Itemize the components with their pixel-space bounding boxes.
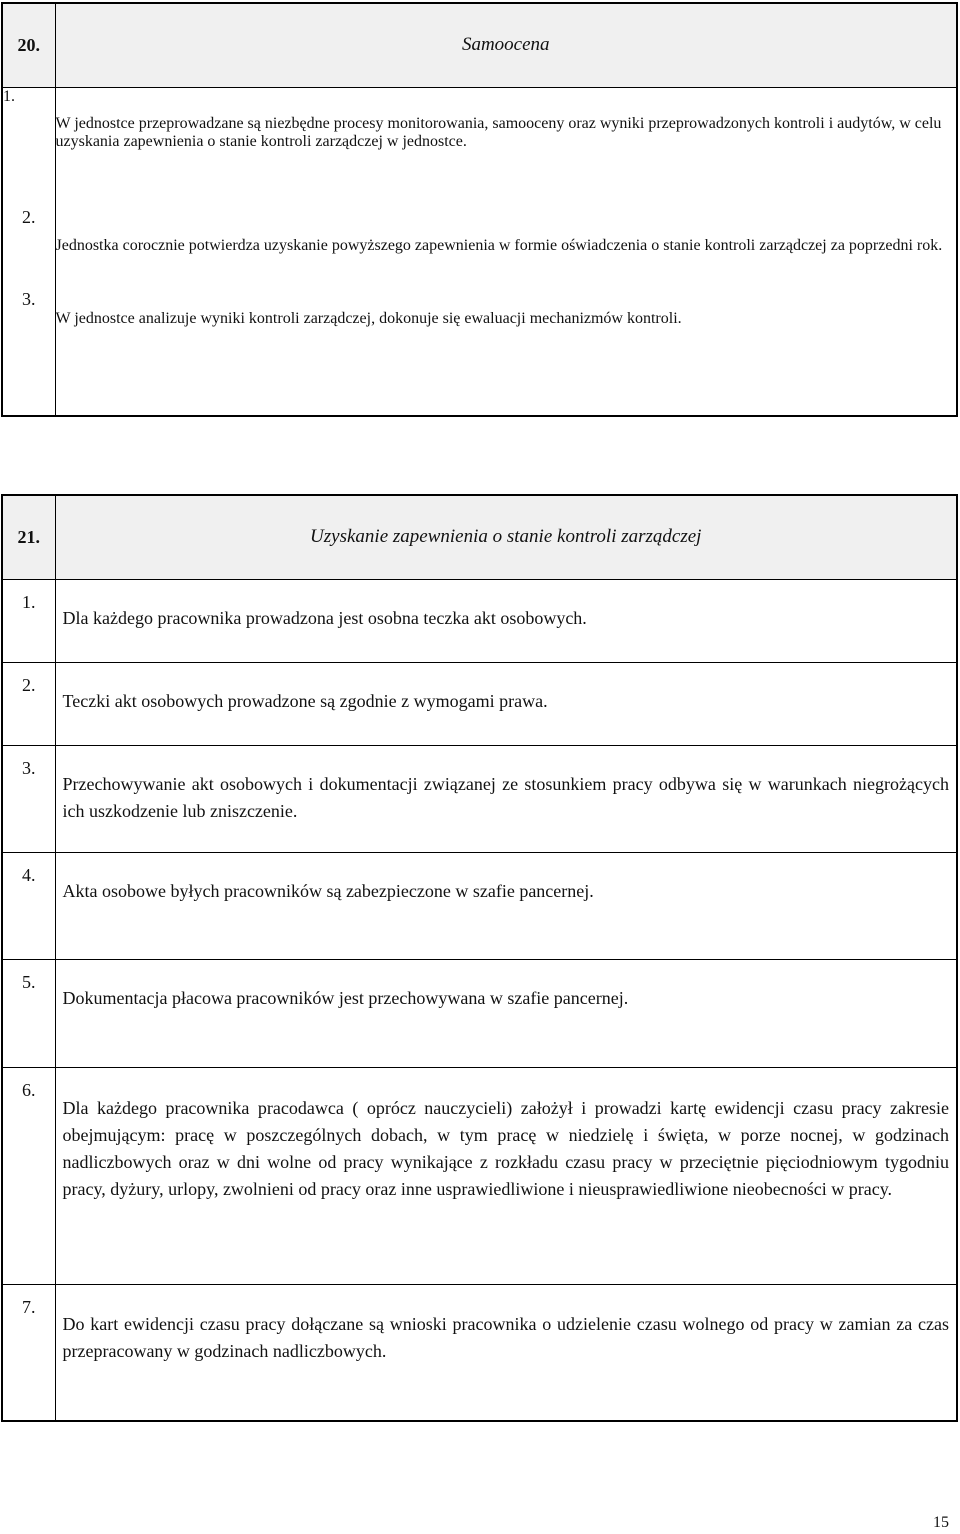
section-20-num-column <box>2 87 55 416</box>
s20-item-1-text: W jednostce przeprowadzane są niezbędne procesy monitorowania, samooceny oraz wyniki przeprowadzonych kontroli i audytów, w celu uzyskania zapewnienia o stanie kontroli zarządczej w jednostce. <box>55 114 942 150</box>
s21-item-6-text: Dla każdego pracownika pracodawca ( oprócz nauczycieli) założył i prowadzi kartę ewidencji czasu pracy zakresie obejmującym: pracę w poszczególnych dobach, w tym pracę w niedzielę i święta, w porze nocnej, w godzinach nadliczbowych oraz w dni wolne od pracy wynikające z rozkładu czasu pracy w przeciętnie pięciodniowym tygodniu pracy, dyżury, urlopy, zwolnieni od pracy oraz inne usprawiedliwione i nieusprawiedliwione nieobecności w pracy. <box>55 1067 957 1284</box>
section-20-table <box>1 2 958 417</box>
s20-item-2-text: Jednostka corocznie potwierdza uzyskanie powyższego zapewnienia w formie oświadczenia o stanie kontroli zarządczej za poprzedni rok. <box>55 236 943 254</box>
s20-item-1-num: 1. <box>3 87 15 105</box>
section-21-number: 21. <box>2 495 55 579</box>
s20-item-3-num: 3. <box>22 288 36 309</box>
s21-item-3-num: 3. <box>2 745 55 852</box>
section-20-title: Samoocena <box>55 3 957 87</box>
page-number: 15 <box>933 1514 949 1531</box>
section-20-text-column <box>55 87 957 416</box>
s21-item-4-num: 4. <box>2 852 55 959</box>
s21-item-1-num: 1. <box>2 579 55 662</box>
s21-item-5-num: 5. <box>2 959 55 1067</box>
s21-item-2-num: 2. <box>2 662 55 745</box>
s21-item-7-num: 7. <box>2 1284 55 1421</box>
s21-item-4-text: Akta osobowe byłych pracowników są zabezpieczone w szafie pancernej. <box>55 852 957 959</box>
section-21-table <box>1 494 958 1422</box>
s20-item-2-num: 2. <box>22 206 36 227</box>
s21-item-2-text: Teczki akt osobowych prowadzone są zgodnie z wymogami prawa. <box>55 662 957 745</box>
section-20-number: 20. <box>2 3 55 87</box>
s21-item-3-text: Przechowywanie akt osobowych i dokumentacji związanej ze stosunkiem pracy odbywa się w warunkach niegrożących ich uszkodzenie lub zniszczenie. <box>55 745 957 852</box>
s21-item-7-text: Do kart ewidencji czasu pracy dołączane są wnioski pracownika o udzielenie czasu wolnego od pracy w zamian za czas przepracowany w godzinach nadliczbowych. <box>55 1284 957 1421</box>
s21-item-6-num: 6. <box>2 1067 55 1284</box>
s20-item-3-text: W jednostce analizuje wyniki kontroli zarządczej, dokonuje się ewaluacji mechanizmów kontroli. <box>55 309 682 327</box>
section-21-title: Uzyskanie zapewnienia o stanie kontroli zarządczej <box>55 495 957 579</box>
s21-item-1-text: Dla każdego pracownika prowadzona jest osobna teczka akt osobowych. <box>55 579 957 662</box>
s21-item-5-text: Dokumentacja płacowa pracowników jest przechowywana w szafie pancernej. <box>55 959 957 1067</box>
